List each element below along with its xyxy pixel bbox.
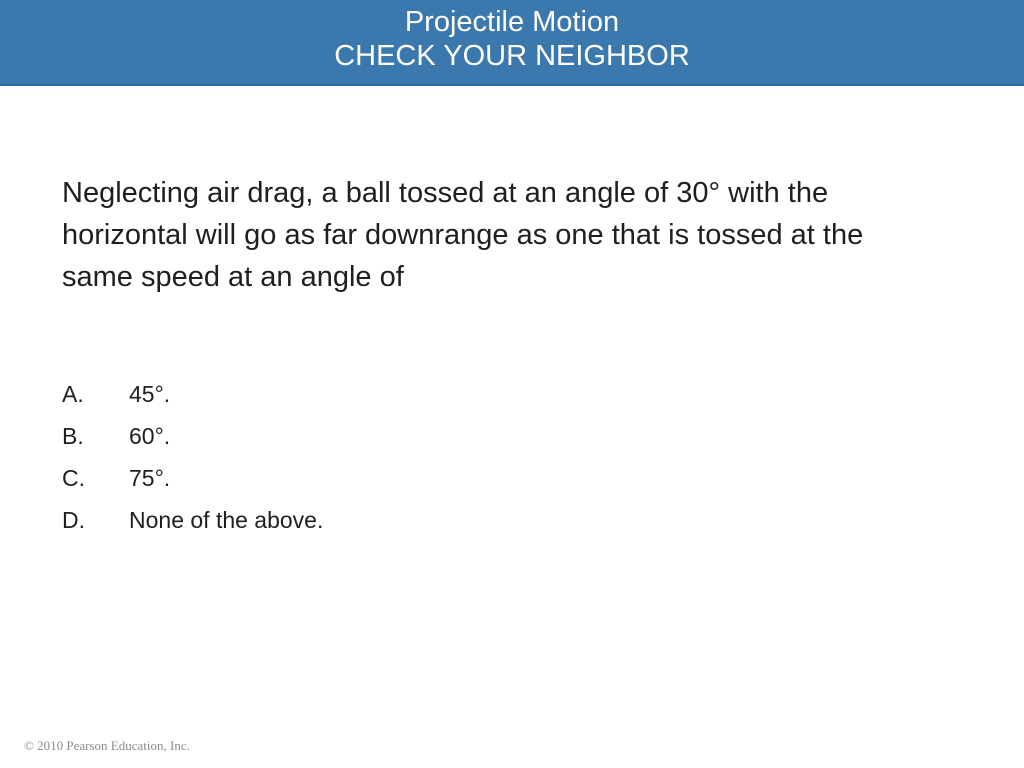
- question-text: Neglecting air drag, a ball tossed at an angle of 30° with the horizontal will go as far downrange as one that is tossed at the same speed at an angle of: [62, 177, 864, 293]
- title-bar: [0, 0, 1024, 86]
- copyright-footer: © 2010 Pearson Education, Inc.: [24, 738, 190, 753]
- slide-subtitle: CHECK YOUR NEIGHBOR: [334, 40, 690, 72]
- slide-title: Projectile Motion: [404, 6, 620, 38]
- choice-text: 60°.: [129, 423, 171, 449]
- choice-text: 45°.: [129, 381, 171, 407]
- choice-b: [62, 415, 323, 457]
- choice-letter: B.: [62, 423, 84, 449]
- answer-choices: [62, 373, 323, 541]
- choice-letter: C.: [62, 465, 85, 491]
- choice-a: [62, 373, 323, 415]
- choice-c: [62, 457, 323, 499]
- choice-text: 75°.: [129, 465, 171, 491]
- choice-letter: D.: [62, 507, 85, 533]
- choice-letter: A.: [62, 381, 84, 407]
- choice-text: None of the above.: [129, 507, 324, 533]
- choice-d: [62, 499, 323, 541]
